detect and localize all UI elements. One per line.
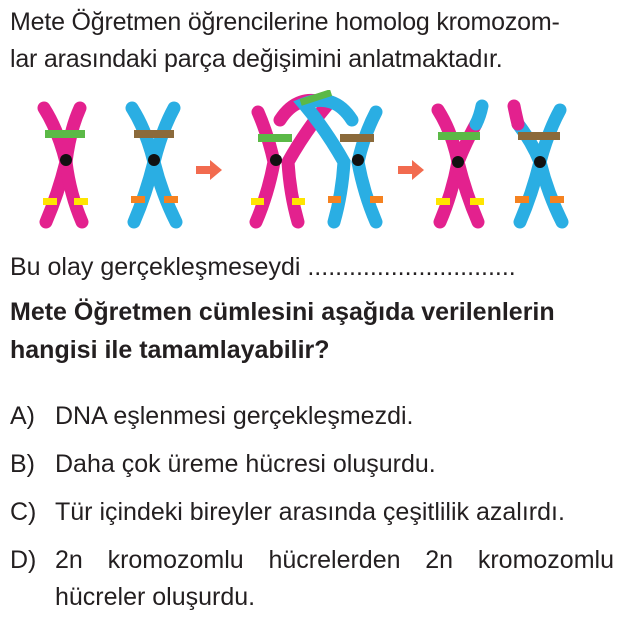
- option-c-letter: C): [10, 498, 37, 526]
- question-text: Mete Öğretmen cümlesini aşağıda verilenlerin hangisi ile tamamlayabilir?: [10, 298, 555, 364]
- crossing-over-figure: [36, 90, 588, 240]
- recombinant-blue-chromosome: [514, 106, 564, 222]
- option-d-text: 2n kromozomlu hücrelerden 2n kromozomlu hücreler oluşurdu.: [55, 546, 614, 611]
- arrow-right-icon: [398, 160, 424, 180]
- option-b[interactable]: [10, 446, 614, 483]
- option-a-text: DNA eşlenmesi gerçekleşmezdi.: [55, 402, 414, 430]
- option-b-text: Daha çok üreme hücresi oluşurdu.: [55, 450, 436, 478]
- option-b-letter: B): [10, 450, 35, 478]
- intro-paragraph: [10, 4, 614, 78]
- option-a-letter: A): [10, 402, 35, 430]
- fill-in-blank-sentence: Bu olay gerçekleşmeseydi ..............................: [10, 253, 516, 281]
- arrow-right-icon: [196, 160, 222, 180]
- blue-chromosome-1: [131, 108, 178, 222]
- pink-chromosome-1: [43, 108, 88, 222]
- option-c[interactable]: [10, 494, 614, 531]
- option-c-text: Tür içindeki bireyler arasında çeşitlilik azalırdı.: [55, 498, 565, 526]
- stage-2-crossing-over: [251, 90, 383, 222]
- intro-line-1: Mete Öğretmen öğrencilerine homolog kromozom-: [10, 8, 560, 36]
- stage-1-chromosomes: [43, 108, 178, 222]
- recombinant-pink-chromosome: [436, 106, 484, 222]
- option-a[interactable]: [10, 398, 614, 435]
- option-d-letter: D): [10, 546, 37, 574]
- option-d[interactable]: [10, 542, 614, 616]
- stage-3-recombinant-chromosomes: [436, 106, 564, 222]
- intro-line-2: lar arasındaki parça değişimini anlatmaktadır.: [10, 45, 503, 73]
